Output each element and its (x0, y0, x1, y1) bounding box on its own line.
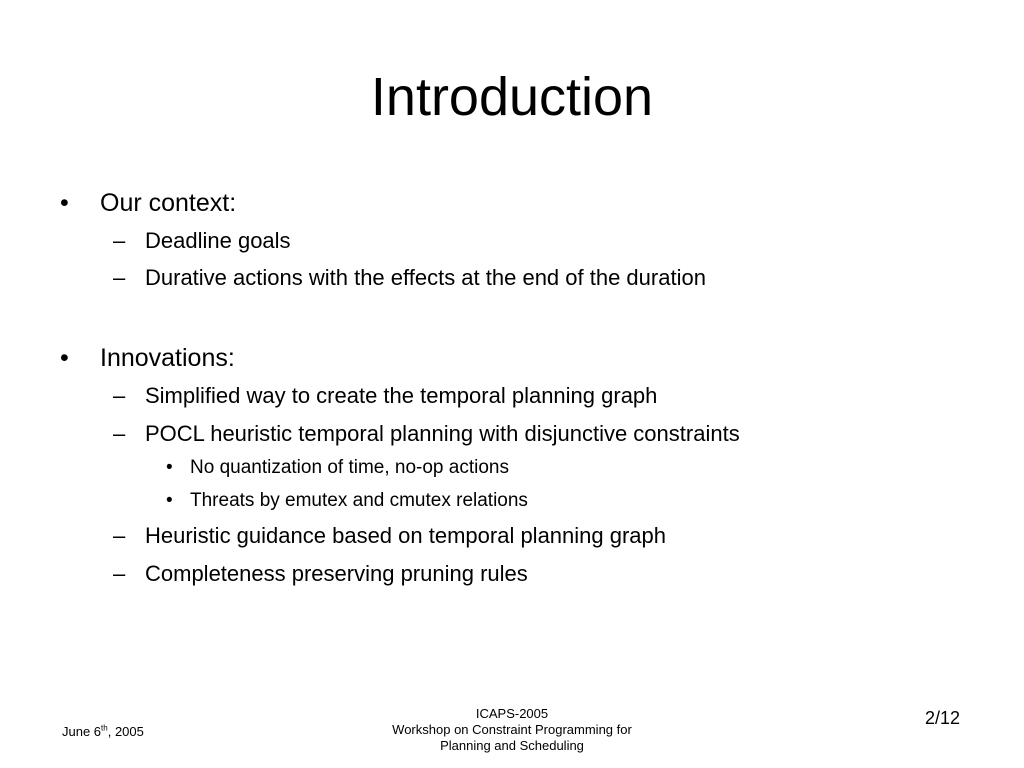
bullet-marker: • (60, 344, 69, 372)
sub-bullet-marker: • (166, 490, 173, 511)
footer-date-prefix: June 6 (62, 724, 102, 739)
bullet-text: Simplified way to create the temporal planning graph (145, 383, 658, 408)
bullet-marker: • (60, 189, 69, 217)
footer-date (62, 724, 144, 740)
bullet-text: Deadline goals (145, 228, 291, 253)
bullet-text: POCL heuristic temporal planning with disjunctive constraints (145, 421, 740, 446)
footer-center (362, 706, 662, 754)
page-number: 2/12 (925, 708, 961, 728)
slide-title: Introduction (370, 67, 654, 127)
dash-marker: – (113, 561, 126, 586)
sub-bullet-marker: • (166, 457, 173, 478)
dash-marker: – (113, 383, 126, 408)
footer-workshop-line2: Planning and Scheduling (440, 738, 584, 753)
bullet-text: Heuristic guidance based on temporal planning graph (145, 523, 667, 548)
bullet-text: Threats by emutex and cmutex relations (190, 490, 528, 511)
footer-conference: ICAPS-2005 (475, 706, 549, 721)
dash-marker: – (113, 228, 126, 253)
dash-marker: – (113, 265, 126, 290)
bullet-text: Our context: (100, 189, 237, 217)
footer-workshop-line1: Workshop on Constraint Programming for (392, 722, 632, 737)
bullet-text: Innovations: (100, 344, 235, 372)
footer-date-suffix: , 2005 (107, 724, 144, 739)
bullet-text: Completeness preserving pruning rules (145, 561, 528, 586)
bullet-text: No quantization of time, no-op actions (190, 457, 509, 478)
dash-marker: – (113, 523, 126, 548)
dash-marker: – (113, 421, 126, 446)
bullet-text: Durative actions with the effects at the end of the duration (145, 265, 706, 290)
footer-date-sup: th (101, 723, 108, 733)
